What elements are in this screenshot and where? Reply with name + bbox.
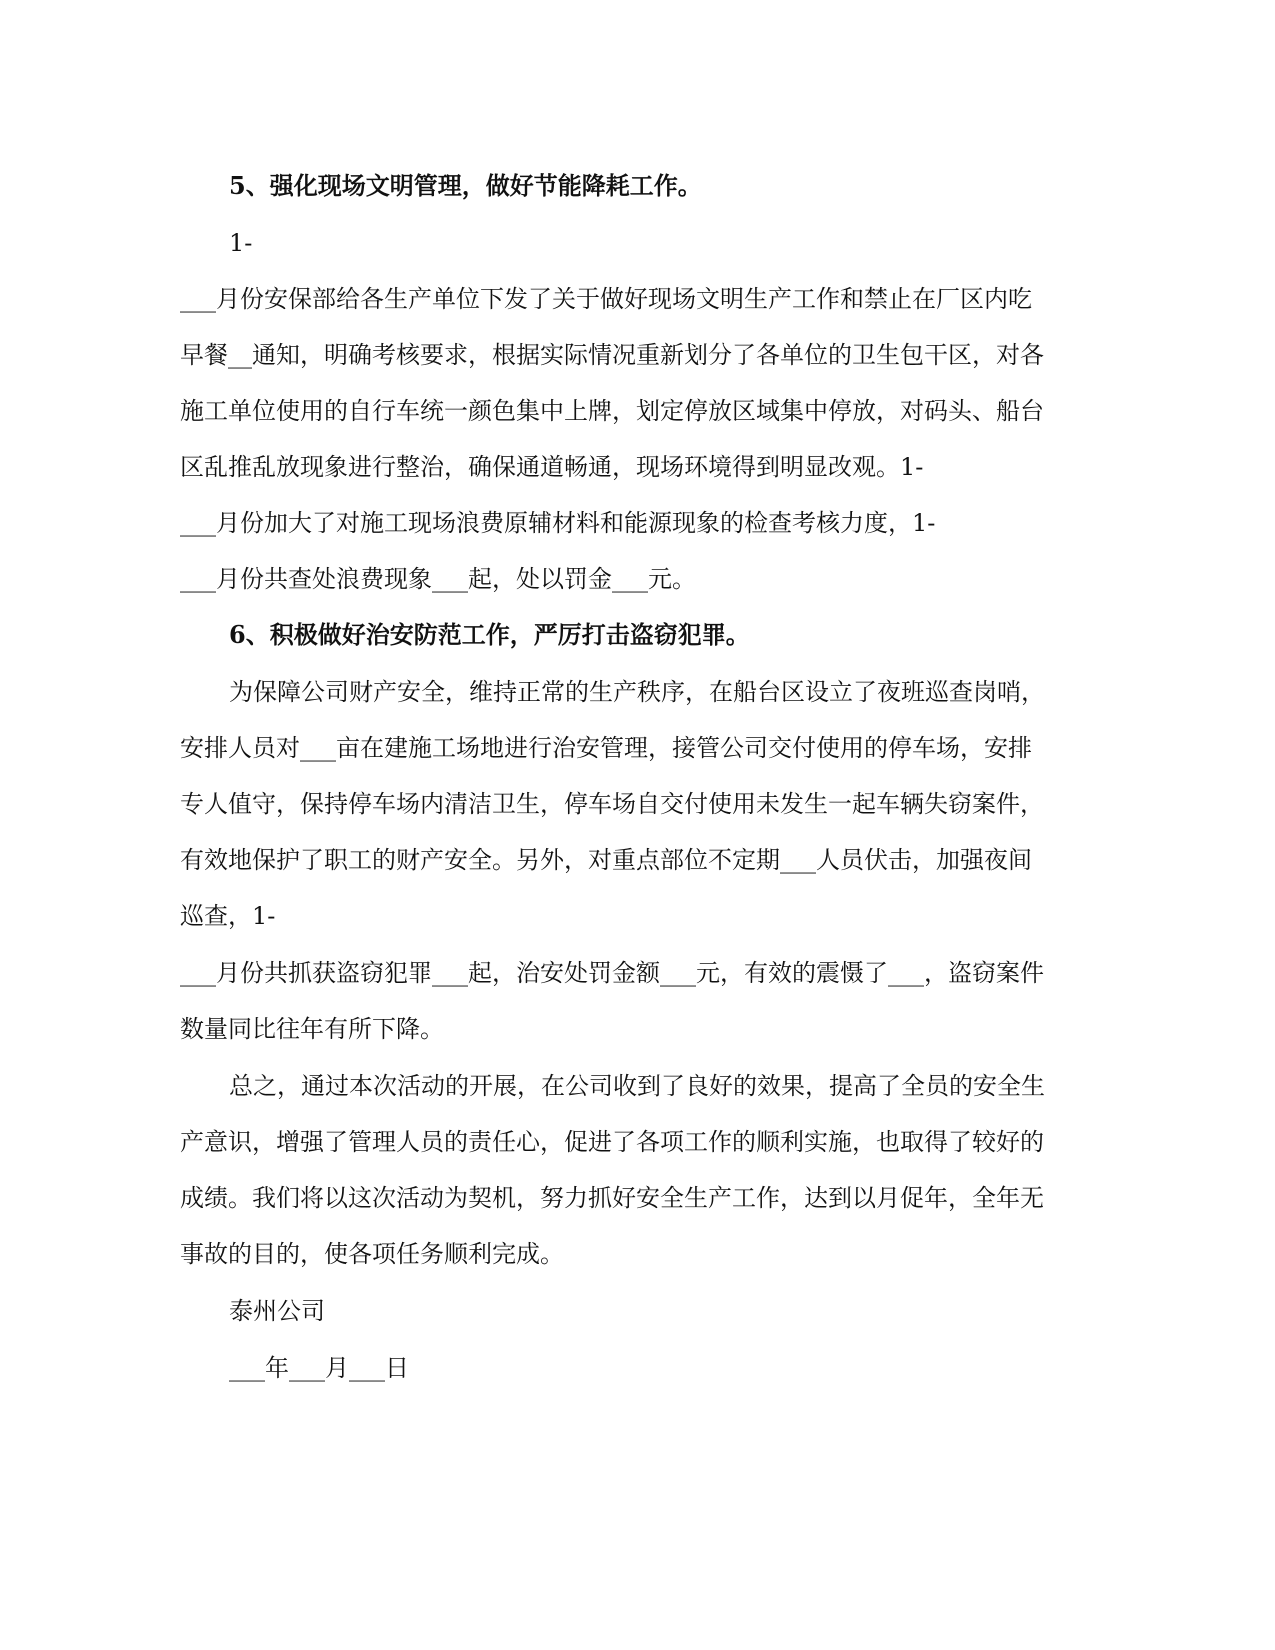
paragraph-line: 区乱推乱放现象进行整治，确保通道畅通，现场环境得到明显改观。1- [180, 453, 924, 481]
paragraph-line: 施工单位使用的自行车统一颜色集中上牌，划定停放区域集中停放，对码头、船台 [180, 397, 1044, 425]
paragraph-line: 安排人员对___亩在建施工场地进行治安管理，接管公司交付使用的停车场，安排 [180, 734, 1032, 762]
paragraph-line: 专人值守，保持停车场内清洁卫生，停车场自交付使用未发生一起车辆失窃案件， [180, 790, 1044, 818]
summary-line: 产意识，增强了管理人员的责任心，促进了各项工作的顺利实施，也取得了较好的 [180, 1128, 1044, 1156]
paragraph-line: 早餐__通知，明确考核要求，根据实际情况重新划分了各单位的卫生包干区，对各 [180, 341, 1044, 369]
paragraph-line: 1- [229, 229, 253, 257]
summary-line: 总之，通过本次活动的开展，在公司收到了良好的效果，提高了全员的安全生 [229, 1072, 1045, 1100]
paragraph-line: ___月份共查处浪费现象___起，处以罚金___元。 [180, 565, 696, 593]
paragraph-line: 数量同比往年有所下降。 [180, 1015, 444, 1043]
section-5-heading: 5、强化现场文明管理，做好节能降耗工作。 [229, 171, 702, 200]
paragraph-line: ___月份安保部给各生产单位下发了关于做好现场文明生产工作和禁止在厂区内吃 [180, 285, 1032, 313]
paragraph-line: 为保障公司财产安全，维持正常的生产秩序，在船台区设立了夜班巡查岗哨， [229, 678, 1045, 706]
paragraph-line: ___月份加大了对施工现场浪费原辅材料和能源现象的检查考核力度，1- [180, 509, 936, 537]
signature-company: 泰州公司 [229, 1297, 325, 1325]
summary-line: 事故的目的，使各项任务顺利完成。 [180, 1240, 564, 1268]
summary-line: 成绩。我们将以这次活动为契机，努力抓好安全生产工作，达到以月促年，全年无 [180, 1184, 1044, 1212]
paragraph-line: 巡查，1- [180, 902, 276, 930]
paragraph-line: 有效地保护了职工的财产安全。另外，对重点部位不定期___人员伏击，加强夜间 [180, 846, 1032, 874]
signature-date: ___年___月___日 [229, 1354, 409, 1382]
section-6-heading: 6、积极做好治安防范工作，严厉打击盗窃犯罪。 [229, 620, 750, 649]
paragraph-line: ___月份共抓获盗窃犯罪___起，治安处罚金额___元，有效的震慑了___，盗窃案件 [180, 959, 1044, 987]
